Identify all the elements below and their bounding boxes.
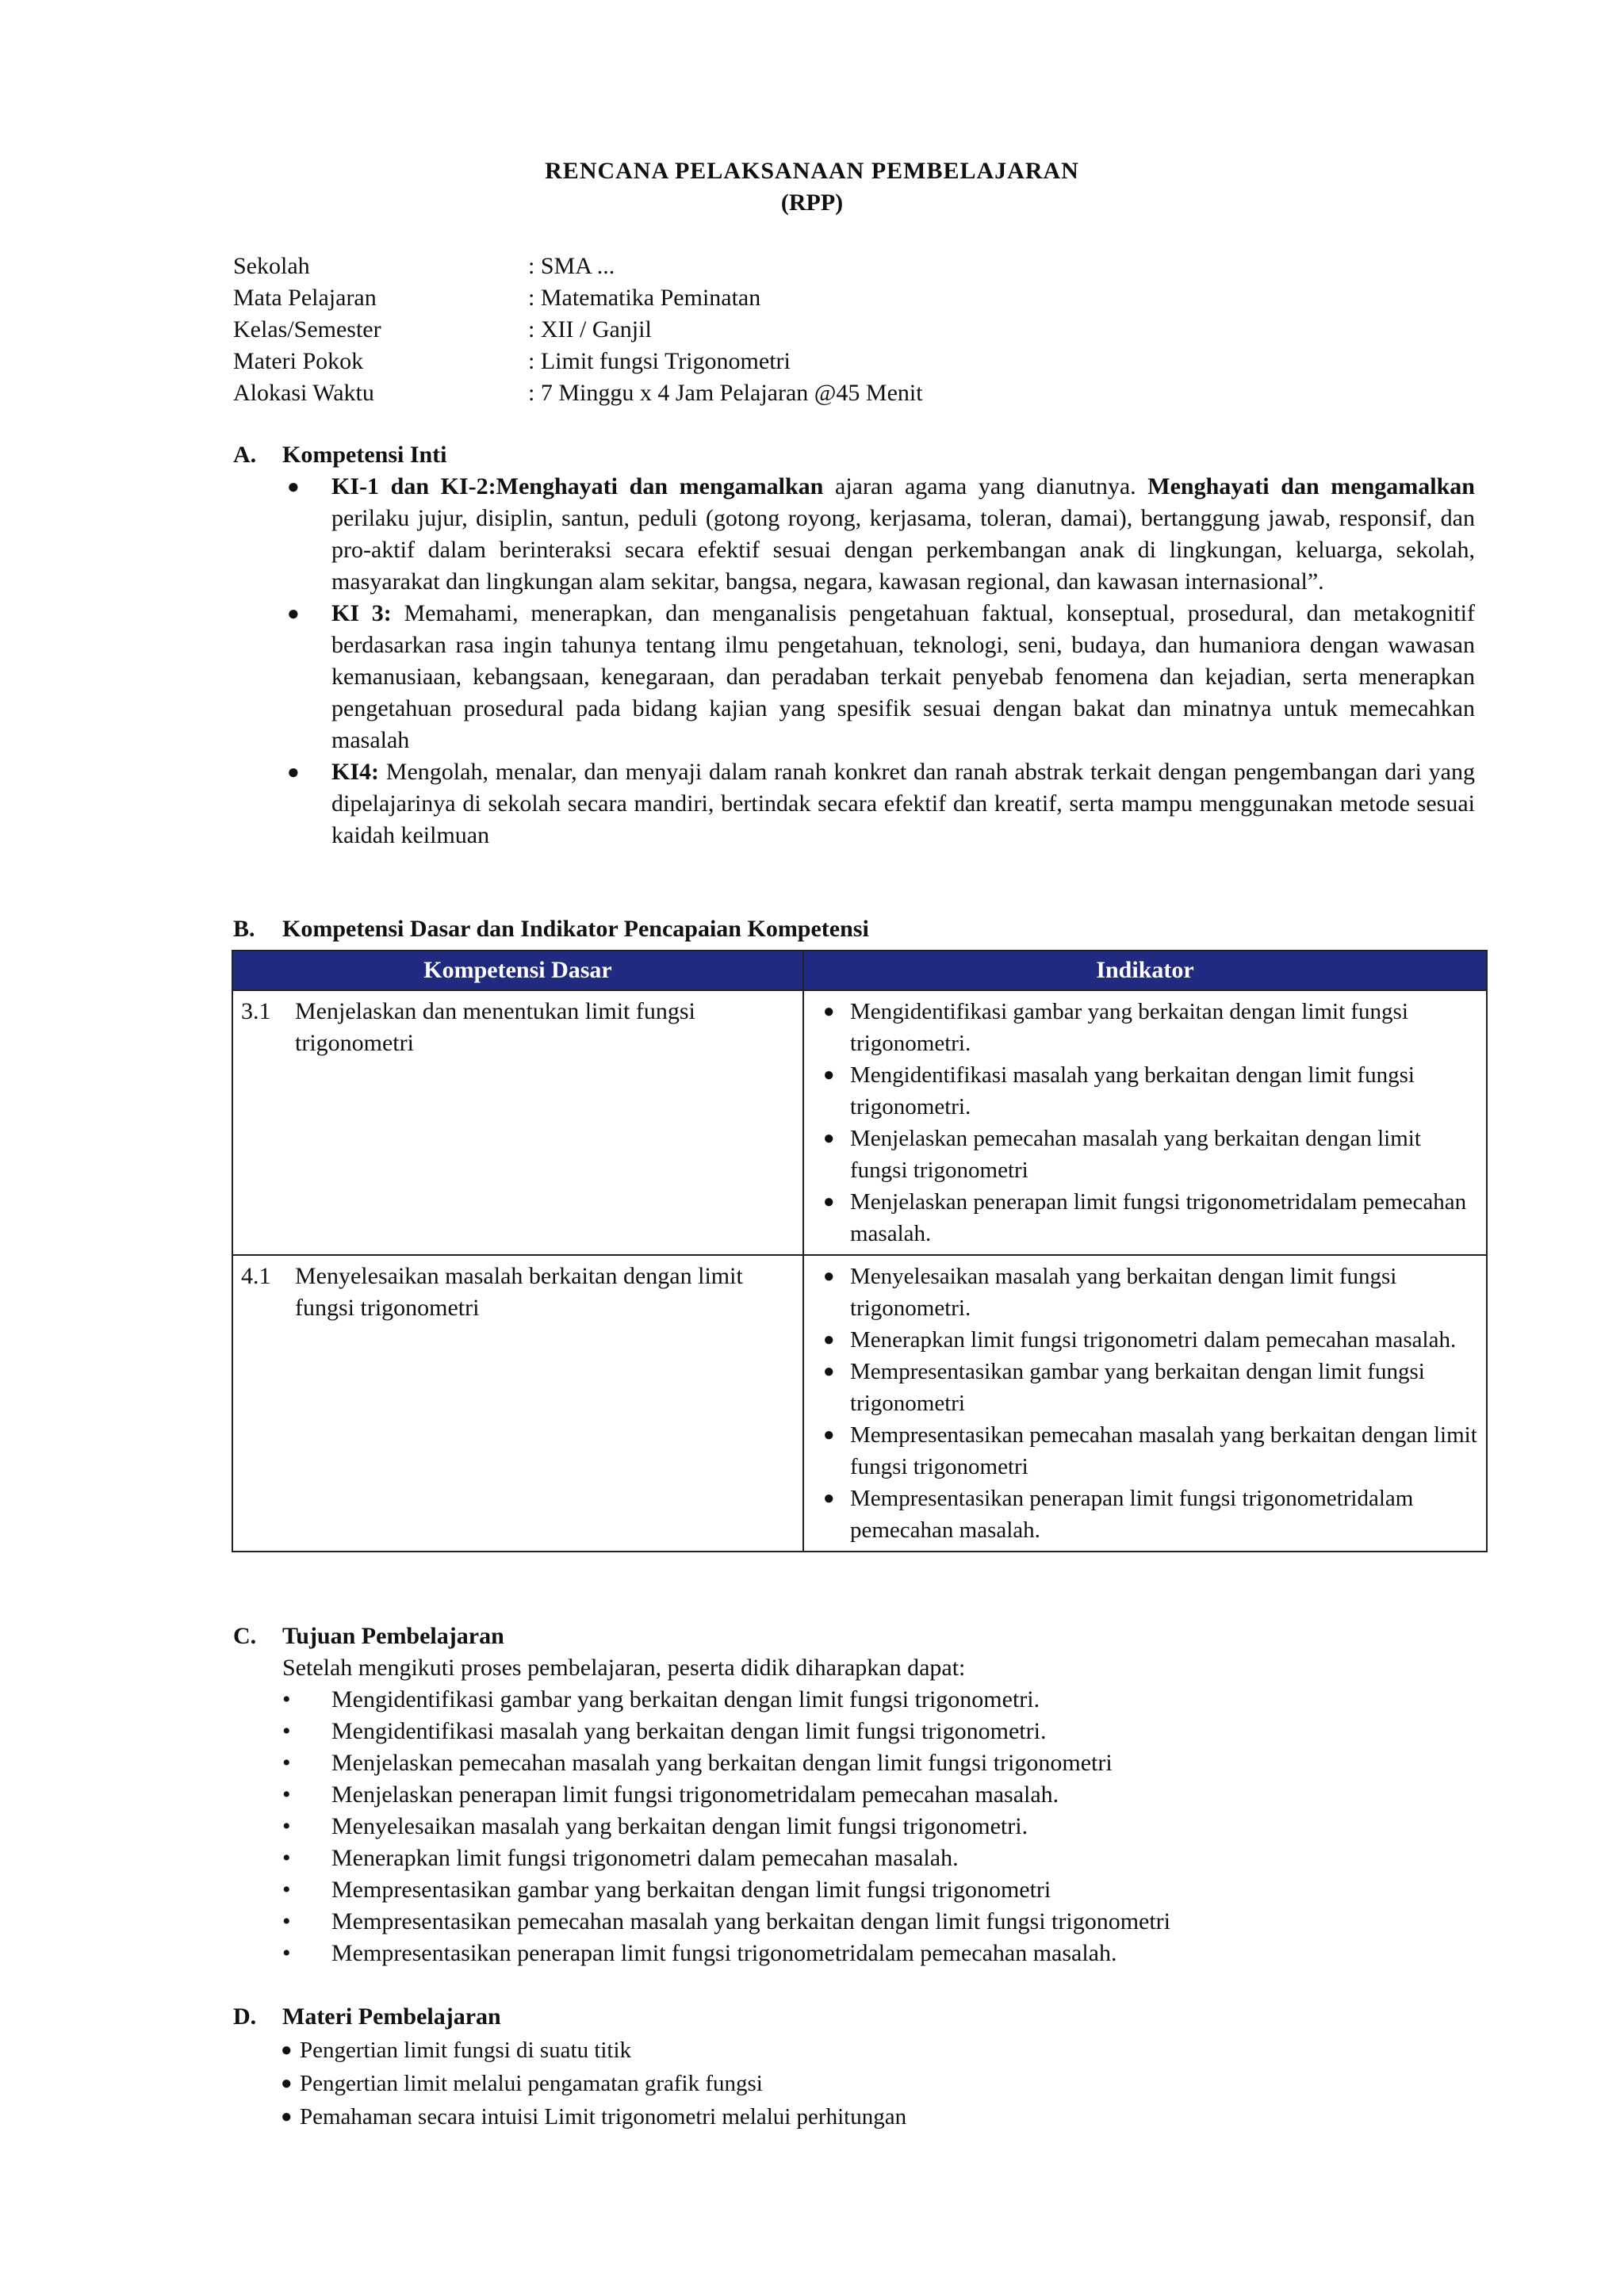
info-label: Mata Pelajaran [233,285,377,311]
info-label: Alokasi Waktu [233,380,374,406]
materi-text: Pemahaman secara intuisi Limit trigonometri melalui perhitungan [300,2104,907,2130]
tujuan-text: Menjelaskan penerapan limit fungsi trigonometridalam pemecahan masalah. [331,1781,1059,1808]
bullet-dot-icon: ● [823,1266,835,1287]
indicator-text: Menjelaskan pemecahan masalah yang berkaitan dengan limit fungsi trigonometri [850,1126,1421,1183]
indicator-text: Mempresentasikan pemecahan masalah yang berkaitan dengan limit fungsi trigonometri [850,1422,1477,1479]
indicator-item [812,1059,1478,1123]
bullet-dot-icon: ● [823,1330,835,1350]
indicator-text: Menyelesaikan masalah yang berkaitan dengan limit fungsi trigonometri. [850,1264,1397,1321]
section-letter: C. [233,1623,257,1649]
list-item [281,2068,1470,2101]
kompetensi-inti-list [233,471,1475,851]
list-item [282,1811,1472,1843]
indicator-item [812,1123,1478,1186]
section-title: Kompetensi Dasar dan Indikator Pencapaian Kompetensi [282,916,869,942]
kd-text: Menjelaskan dan menentukan limit fungsi trigonometri [295,998,695,1056]
tujuan-text: Menjelaskan pemecahan masalah yang berkaitan dengan limit fungsi trigonometri [331,1750,1113,1776]
info-row-kelas-semester [233,314,1423,346]
indicator-cell [803,990,1487,1255]
ki-bold: KI-1 dan KI-2:Menghayati dan mengamalkan [331,473,824,499]
list-item [281,2034,1470,2068]
info-label: Kelas/Semester [233,316,381,342]
indicator-text: Mempresentasikan gambar yang berkaitan dengan limit fungsi trigonometri [850,1359,1425,1416]
tujuan-text: Mempresentasikan penerapan limit fungsi trigonometridalam pemecahan masalah. [331,1940,1117,1966]
info-row-alokasi-waktu [233,377,1423,409]
document-title: RENCANA PELAKSANAAN PEMBELAJARAN [545,158,1079,184]
tujuan-list [282,1652,1472,1969]
tujuan-text: Mempresentasikan pemecahan masalah yang berkaitan dengan limit fungsi trigonometri [331,1908,1170,1934]
indicator-item [812,996,1478,1059]
bullet-dot-icon: ● [823,1488,835,1509]
section-title: Materi Pembelajaran [282,2003,501,2030]
list-item [282,1843,1472,1874]
materi-list [281,2034,1470,2134]
info-value: : SMA ... [528,253,615,279]
table-header-kd: Kompetensi Dasar [232,951,803,990]
bullet-dot-icon: • [282,1718,291,1744]
bullet-dot-icon: • [282,1750,291,1776]
bullet-dot-icon: ● [823,1192,835,1212]
info-row-materi-pokok [233,346,1423,377]
indicator-list [812,1261,1478,1546]
bullet-dot-icon: • [282,1686,291,1712]
materi-text: Pengertian limit melalui pengamatan grafik fungsi [300,2071,763,2096]
ki-bold: KI4: [331,759,379,785]
info-label: Materi Pokok [233,348,364,374]
bullet-dot-icon: • [282,1908,291,1934]
table-row [232,1255,1487,1552]
info-value: : Matematika Peminatan [528,285,761,311]
document-subtitle: (RPP) [780,189,844,216]
indicator-item [812,1324,1478,1356]
indicator-text: Mengidentifikasi gambar yang berkaitan dengan limit fungsi trigonometri. [850,999,1408,1056]
bullet-dot-icon: ● [823,1065,835,1085]
list-item [282,1779,1472,1811]
info-value: : Limit fungsi Trigonometri [528,348,791,374]
section-letter: B. [233,916,255,942]
indicator-list [812,996,1478,1249]
indicator-cell [803,1255,1487,1552]
tujuan-text: Mengidentifikasi gambar yang berkaitan dengan limit fungsi trigonometri. [331,1686,1040,1712]
section-letter: D. [233,2003,257,2030]
section-a-heading [233,439,447,471]
bullet-dot-icon: ● [823,1425,835,1445]
bullet-dot-icon: • [282,1845,291,1871]
bullet-dot-icon: ● [281,2073,293,2094]
section-title: Tujuan Pembelajaran [282,1623,504,1649]
bullet-dot-icon: ● [287,602,300,625]
ki-item-3 [233,598,1475,756]
indicator-text: Mengidentifikasi masalah yang berkaitan dengan limit fungsi trigonometri. [850,1062,1415,1119]
indicator-item [812,1261,1478,1324]
info-value: : XII / Ganjil [528,316,652,342]
ki-item-1-2 [233,471,1475,598]
section-title: Kompetensi Inti [282,442,447,468]
section-b-heading [233,913,869,945]
list-item [282,1938,1472,1969]
ki-text: Mengolah, menalar, dan menyaji dalam ranah konkret dan ranah abstrak terkait dengan pengembangan dari yang dipelajarinya di sekolah secara mandiri, bertindak secara efektif dan kreatif, serta mampu menggunakan metode sesuai kaidah keilmuan [331,759,1475,848]
ki-item-4 [233,756,1475,851]
table-header-row [232,951,1487,990]
bullet-dot-icon: ● [281,2040,293,2061]
bullet-dot-icon: ● [823,1361,835,1382]
kd-cell [232,990,803,1255]
indicator-text: Menerapkan limit fungsi trigonometri dalam pemecahan masalah. [850,1327,1457,1353]
bullet-dot-icon: • [282,1877,291,1903]
bullet-dot-icon: • [282,1781,291,1808]
table-header-indikator: Indikator [803,951,1487,990]
bullet-dot-icon: ● [287,760,300,783]
list-item [282,1906,1472,1938]
tujuan-text: Menyelesaikan masalah yang berkaitan dengan limit fungsi trigonometri. [331,1813,1028,1839]
list-item [282,1684,1472,1716]
bullet-dot-icon: ● [823,1001,835,1022]
ki-bold: KI 3: [331,600,392,626]
section-d-heading [233,2001,501,2033]
bullet-dot-icon: • [282,1940,291,1966]
ki-text: perilaku jujur, disiplin, santun, peduli (gotong royong, kerjasama, toleran, damai), bertanggung jawab, responsif, dan pro-aktif dalam berinteraksi secara efektif sesuai dengan perkembangan anak di lingkungan, keluarga, sekolah, masyarakat dan lingkungan alam sekitar, bangsa, negara, kawasan regional, dan kawasan internasional”. [331,505,1475,595]
bullet-dot-icon: ● [287,475,300,498]
indicator-item [812,1419,1478,1483]
indicator-text: Menjelaskan penerapan limit fungsi trigonometridalam pemecahan masalah. [850,1189,1467,1246]
bullet-dot-icon: ● [823,1128,835,1149]
list-item [281,2101,1470,2134]
list-item [282,1747,1472,1779]
indicator-item [812,1356,1478,1419]
info-value: : 7 Minggu x 4 Jam Pelajaran @45 Menit [528,380,923,406]
indicator-item [812,1483,1478,1546]
indicator-item [812,1186,1478,1249]
tujuan-intro: Setelah mengikuti proses pembelajaran, peserta didik diharapkan dapat: [282,1655,966,1681]
table-row [232,990,1487,1255]
bullet-dot-icon: ● [281,2107,293,2127]
kd-number: 3.1 [241,998,271,1024]
info-row-sekolah [233,251,1423,282]
bullet-dot-icon: • [282,1813,291,1839]
kd-number: 4.1 [241,1263,271,1289]
identity-block [233,251,1423,409]
info-label: Sekolah [233,253,310,279]
section-letter: A. [233,442,257,468]
section-c-heading [233,1621,504,1652]
ki-text: Memahami, menerapkan, dan menganalisis pengetahuan faktual, konseptual, prosedural, dan metakognitif berdasarkan rasa ingin tahunya tentang ilmu pengetahuan, teknologi, seni, budaya, dan humaniora dengan wawasan kemanusiaan, kebangsaan, kenegaraan, dan peradaban terkait penyebab fenomena dan kejadian, serta menerapkan pengetahuan prosedural pada bidang kajian yang spesifik sesuai dengan bakat dan minatnya untuk memecahkan masalah [331,600,1475,753]
indicator-text: Mempresentasikan penerapan limit fungsi trigonometridalam pemecahan masalah. [850,1486,1414,1543]
list-item [282,1716,1472,1747]
list-item [282,1874,1472,1906]
tujuan-text: Mempresentasikan gambar yang berkaitan dengan limit fungsi trigonometri [331,1877,1051,1903]
info-row-mata-pelajaran [233,282,1423,314]
kd-text: Menyelesaikan masalah berkaitan dengan limit fungsi trigonometri [295,1263,743,1321]
kd-cell [232,1255,803,1552]
ki-bold: Menghayati dan mengamalkan [1147,473,1475,499]
materi-text: Pengertian limit fungsi di suatu titik [300,2038,632,2063]
tujuan-text: Menerapkan limit fungsi trigonometri dalam pemecahan masalah. [331,1845,959,1871]
kompetensi-table [232,950,1488,1552]
ki-text: ajaran agama yang dianutnya. [823,473,1148,499]
tujuan-text: Mengidentifikasi masalah yang berkaitan dengan limit fungsi trigonometri. [331,1718,1047,1744]
